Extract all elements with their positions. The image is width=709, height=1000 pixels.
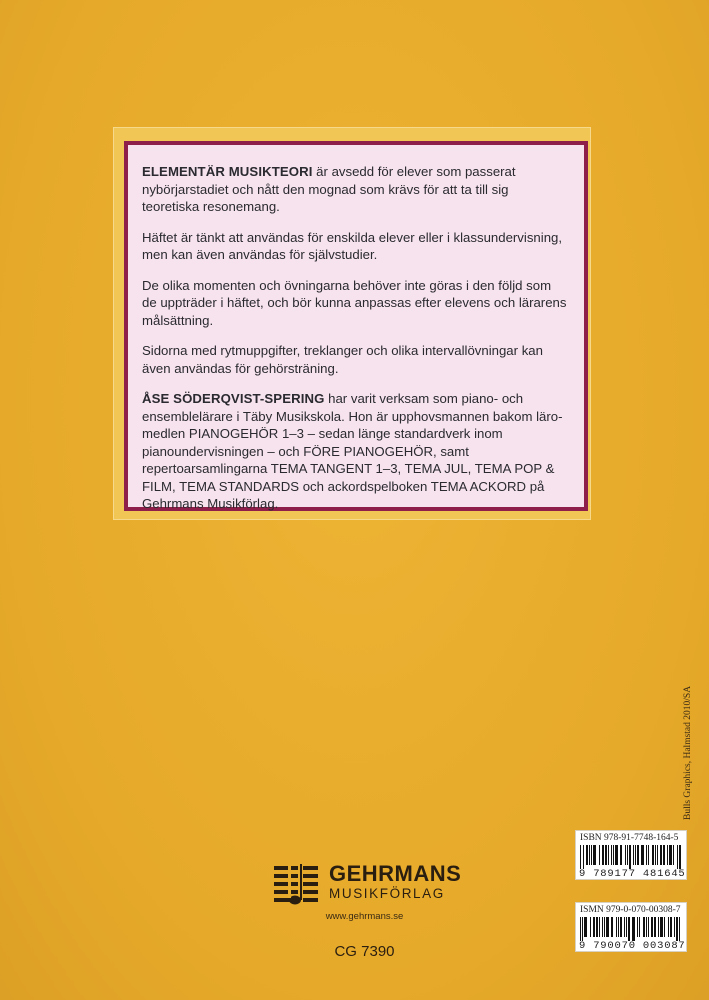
publisher-name: GEHRMANS xyxy=(329,861,462,886)
website-url: www.gehrmans.se xyxy=(325,911,404,922)
publisher-logo xyxy=(274,861,462,908)
description-paragraph-4: Sidorna med rytmuppgifter, treklanger och olika intervallövningar kan även användas för gehörsträning. xyxy=(142,343,543,376)
ismn-label: ISMN 979-0-070-00308-7 xyxy=(580,905,681,915)
catalog-number: CG 7390 xyxy=(334,943,395,960)
print-credit: Bulls Graphics, Halmstad 2010/SA xyxy=(683,685,693,820)
description-paragraph-3: De olika momenten och övningarna behöver inte göras i den följd som de uppträder i häftet, och bör kunna anpassas efter elevens och lärarens målsättning. xyxy=(142,277,567,328)
publisher-subtitle: MUSIKFÖRLAG xyxy=(329,886,445,901)
book-title-highlight: ELEMENTÄR MUSIKTEORI xyxy=(142,164,313,179)
description-box xyxy=(124,141,588,511)
staff-logo-icon xyxy=(274,862,322,908)
ismn-barcode-icon xyxy=(580,917,682,941)
ismn-digits: 9 790070 003087 xyxy=(579,940,686,952)
isbn-barcode xyxy=(575,830,687,880)
isbn-barcode-icon xyxy=(580,845,682,869)
paragraph-1-text: är avsedd för elever som passerat nybörjarstadiet och nått den mognad som krävs för att ta till sig teoretiska resonemang. xyxy=(142,164,516,214)
ismn-barcode xyxy=(575,902,687,952)
description-paragraph-1 xyxy=(142,163,568,216)
author-name-highlight: ÅSE SÖDERQVIST-SPERING xyxy=(142,391,325,406)
description-paragraph-2: Häftet är tänkt att användas för enskilda elever eller i klassundervisning, men kan även användas för självstudier. xyxy=(142,229,563,262)
isbn-label: ISBN 978-91-7748-164-5 xyxy=(580,833,679,843)
author-paragraph-text: har varit verksam som piano- och ensemblelärare i Täby Musikskola. Hon är upphovsmannen bakom läromedlen PIANOGEHÖR 1–3 – sedan länge standardverk inom pianoundervisningen – och FÖRE PIANOGEHÖR, samt repertoarsamlingarna TEMA TANGENT 1–3, TEMA JUL, TEMA POP & FILM, TEMA STANDARDS och ackordspelboken TEMA ACKORD på Gehrmans Musikförlag. xyxy=(142,391,563,511)
isbn-digits: 9 789177 481645 xyxy=(579,868,686,880)
author-paragraph xyxy=(142,390,568,513)
